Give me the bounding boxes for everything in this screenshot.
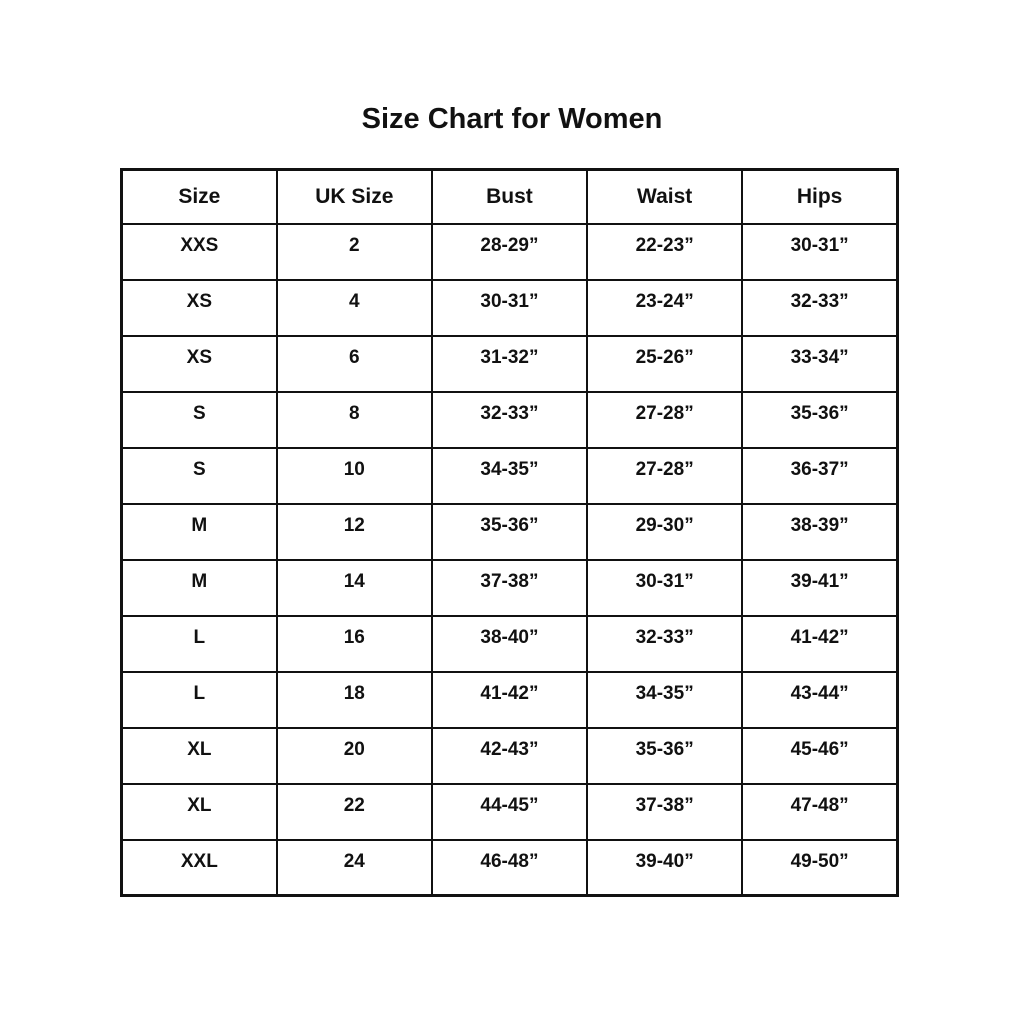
column-header-hips: Hips xyxy=(742,170,897,224)
cell-uk-size: 18 xyxy=(277,672,432,728)
table-row xyxy=(122,728,898,784)
table-row xyxy=(122,672,898,728)
cell-size: XS xyxy=(122,280,277,336)
cell-hips: 33-34” xyxy=(742,336,897,392)
cell-waist: 30-31” xyxy=(587,560,742,616)
cell-size: L xyxy=(122,672,277,728)
table-row xyxy=(122,280,898,336)
cell-hips: 32-33” xyxy=(742,280,897,336)
cell-waist: 27-28” xyxy=(587,448,742,504)
table-row xyxy=(122,840,898,896)
cell-size: XL xyxy=(122,784,277,840)
page-title: Size Chart for Women xyxy=(361,103,663,135)
size-chart-table xyxy=(120,168,899,897)
table-row xyxy=(122,224,898,280)
cell-waist: 34-35” xyxy=(587,672,742,728)
table-row xyxy=(122,504,898,560)
cell-uk-size: 24 xyxy=(277,840,432,896)
table-row xyxy=(122,448,898,504)
cell-uk-size: 10 xyxy=(277,448,432,504)
cell-uk-size: 2 xyxy=(277,224,432,280)
column-header-size: Size xyxy=(122,170,277,224)
cell-uk-size: 14 xyxy=(277,560,432,616)
cell-waist: 35-36” xyxy=(587,728,742,784)
cell-bust: 34-35” xyxy=(432,448,587,504)
cell-size: M xyxy=(122,560,277,616)
cell-uk-size: 22 xyxy=(277,784,432,840)
cell-bust: 31-32” xyxy=(432,336,587,392)
cell-uk-size: 12 xyxy=(277,504,432,560)
column-header-bust: Bust xyxy=(432,170,587,224)
cell-size: S xyxy=(122,448,277,504)
cell-bust: 46-48” xyxy=(432,840,587,896)
cell-size: XS xyxy=(122,336,277,392)
cell-hips: 38-39” xyxy=(742,504,897,560)
cell-hips: 49-50” xyxy=(742,840,897,896)
cell-waist: 32-33” xyxy=(587,616,742,672)
cell-waist: 37-38” xyxy=(587,784,742,840)
cell-waist: 39-40” xyxy=(587,840,742,896)
cell-uk-size: 8 xyxy=(277,392,432,448)
cell-hips: 47-48” xyxy=(742,784,897,840)
cell-waist: 22-23” xyxy=(587,224,742,280)
cell-waist: 23-24” xyxy=(587,280,742,336)
cell-uk-size: 4 xyxy=(277,280,432,336)
cell-size: L xyxy=(122,616,277,672)
cell-size: XL xyxy=(122,728,277,784)
cell-bust: 38-40” xyxy=(432,616,587,672)
cell-bust: 41-42” xyxy=(432,672,587,728)
cell-bust: 37-38” xyxy=(432,560,587,616)
cell-size: S xyxy=(122,392,277,448)
cell-size: M xyxy=(122,504,277,560)
cell-hips: 36-37” xyxy=(742,448,897,504)
cell-size: XXS xyxy=(122,224,277,280)
cell-hips: 30-31” xyxy=(742,224,897,280)
cell-bust: 42-43” xyxy=(432,728,587,784)
cell-bust: 44-45” xyxy=(432,784,587,840)
cell-bust: 30-31” xyxy=(432,280,587,336)
table-row xyxy=(122,560,898,616)
cell-hips: 43-44” xyxy=(742,672,897,728)
cell-hips: 39-41” xyxy=(742,560,897,616)
cell-bust: 28-29” xyxy=(432,224,587,280)
column-header-waist: Waist xyxy=(587,170,742,224)
cell-uk-size: 16 xyxy=(277,616,432,672)
cell-waist: 29-30” xyxy=(587,504,742,560)
cell-hips: 41-42” xyxy=(742,616,897,672)
table-row xyxy=(122,784,898,840)
table-row xyxy=(122,616,898,672)
cell-size: XXL xyxy=(122,840,277,896)
cell-bust: 35-36” xyxy=(432,504,587,560)
cell-bust: 32-33” xyxy=(432,392,587,448)
column-header-uk-size: UK Size xyxy=(277,170,432,224)
table-row xyxy=(122,336,898,392)
header-row xyxy=(122,170,898,224)
cell-waist: 25-26” xyxy=(587,336,742,392)
cell-uk-size: 20 xyxy=(277,728,432,784)
table-row xyxy=(122,392,898,448)
cell-waist: 27-28” xyxy=(587,392,742,448)
cell-hips: 45-46” xyxy=(742,728,897,784)
cell-uk-size: 6 xyxy=(277,336,432,392)
cell-hips: 35-36” xyxy=(742,392,897,448)
